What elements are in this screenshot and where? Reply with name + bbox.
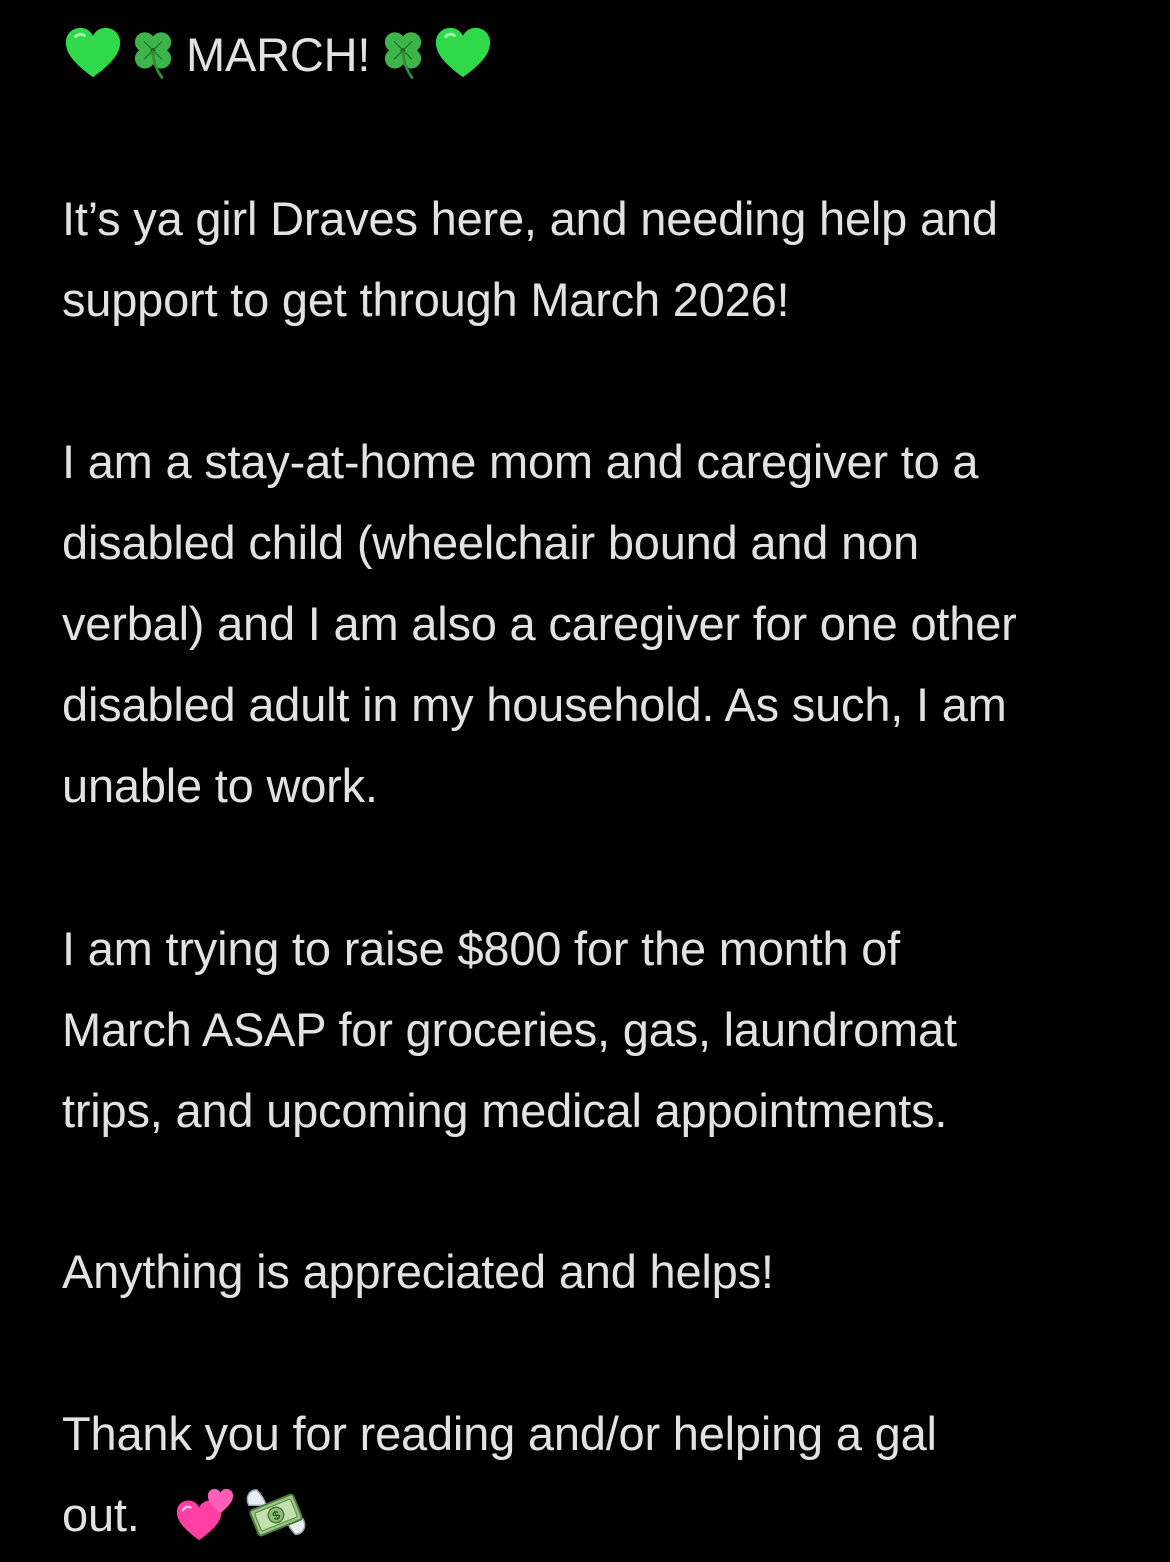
two-hearts-icon: [174, 1484, 236, 1546]
title-text: MARCH!: [186, 27, 371, 81]
money-with-wings-icon: [242, 1484, 310, 1546]
text-line: March ASAP for groceries, gas, laundromat: [62, 1003, 957, 1056]
paragraph-goal: [62, 908, 957, 1151]
four-leaf-clover-icon: [124, 25, 182, 83]
text-line: verbal) and I am also a caregiver for one other: [62, 597, 1017, 650]
text-line: Anything is appreciated and helps!: [62, 1245, 774, 1298]
text-line-with-emoji: [62, 1474, 937, 1555]
paragraph-intro: [62, 178, 998, 340]
text-line: It’s ya girl Draves here, and needing help and: [62, 192, 998, 245]
paragraph-caregiver: [62, 421, 1017, 826]
paragraph-thanks: [62, 1393, 937, 1555]
text-line: trips, and upcoming medical appointments.: [62, 1084, 948, 1137]
text-line: support to get through March 2026!: [62, 273, 790, 326]
text-line: Thank you for reading and/or helping a gal: [62, 1407, 937, 1460]
svg-text:$: $: [270, 1507, 282, 1524]
text-line: disabled adult in my household. As such, I am: [62, 678, 1007, 731]
text-fragment: out.: [62, 1488, 140, 1541]
green-heart-icon: [62, 23, 124, 85]
note-title: [62, 22, 494, 86]
green-heart-icon: [432, 23, 494, 85]
text-line: I am trying to raise $800 for the month of: [62, 922, 901, 975]
text-line: disabled child (wheelchair bound and non: [62, 516, 919, 569]
paragraph-appreciation: [62, 1231, 774, 1312]
text-line: I am a stay-at-home mom and caregiver to a: [62, 435, 979, 488]
text-line: unable to work.: [62, 759, 378, 812]
four-leaf-clover-icon: [374, 25, 432, 83]
